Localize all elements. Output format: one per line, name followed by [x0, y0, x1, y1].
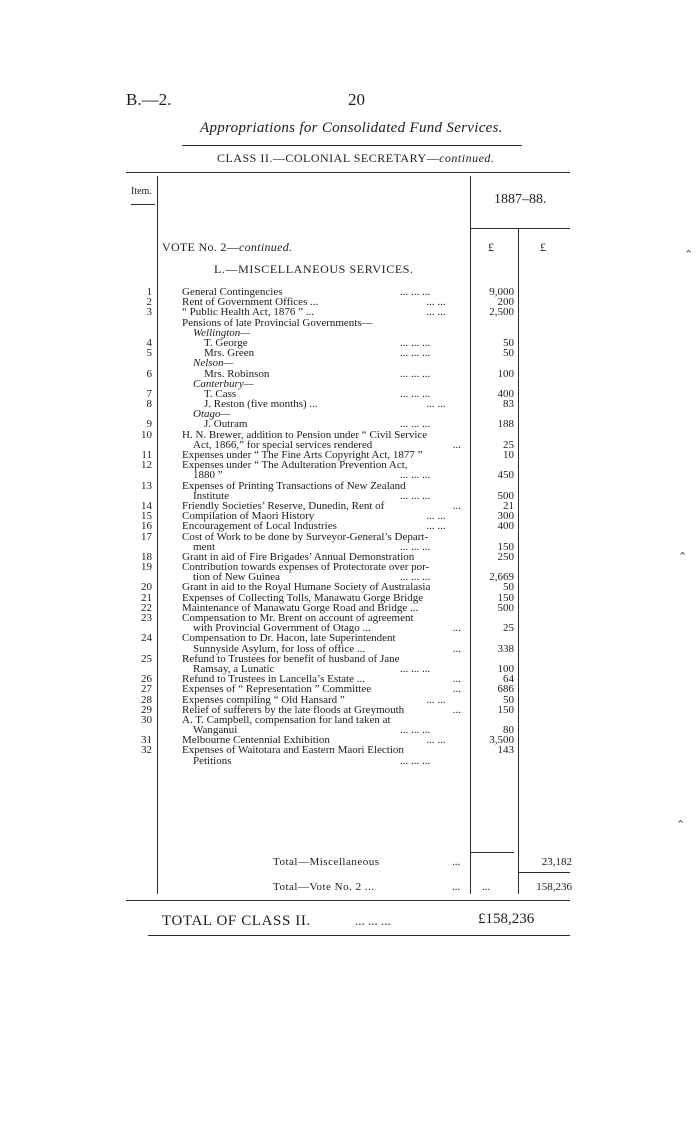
- leader-dots: ... ...: [426, 306, 446, 319]
- item-amount: 500: [497, 601, 514, 614]
- item-number: 25: [141, 652, 152, 665]
- leader-dots: ... ... ...: [400, 571, 431, 584]
- item-number: 31: [141, 734, 152, 747]
- grand-total-dots: ... ... ...: [355, 913, 391, 928]
- leader-dots: ...: [452, 703, 462, 716]
- table-row: [0, 409, 700, 419]
- leader-dots: ... ... ...: [400, 347, 431, 360]
- item-description: J. Reston (five months) ...: [204, 398, 318, 411]
- leader-dots: ... ... ...: [400, 754, 431, 767]
- leader-dots: ... ... ...: [400, 387, 431, 400]
- item-amount: 188: [497, 418, 514, 431]
- item-number: 24: [141, 632, 152, 645]
- item-number: 9: [146, 418, 152, 431]
- item-column-header: Item.: [131, 186, 152, 197]
- item-amount: 25: [503, 438, 514, 451]
- item-description: Expenses under “ The Fine Arts Copyright Act, 1877 ”: [182, 449, 423, 461]
- item-number: 30: [141, 713, 152, 726]
- item-description: Cost of Work to be done by Surveyor-General’s Depart-: [182, 530, 429, 543]
- document-reference: B.—2.: [126, 90, 172, 109]
- item-description: Friendly Societies’ Reserve, Dunedin, Rent of: [182, 499, 385, 512]
- item-description: Expenses of Waitotara and Eastern Maori Election: [182, 744, 404, 757]
- item-amount: 100: [497, 662, 514, 675]
- section-heading: L.—MISCELLANEOUS SERVICES.: [214, 262, 414, 276]
- subtotal-rule: [470, 852, 514, 853]
- item-description: Grant in aid of Fire Brigades’ Annual Demonstration: [182, 550, 415, 563]
- item-number: 2: [146, 296, 152, 309]
- item-description: Mrs. Green: [204, 347, 255, 360]
- leader-dots: ... ... ...: [400, 286, 431, 298]
- table-row: [0, 379, 700, 389]
- item-amount: 400: [497, 520, 514, 533]
- table-row: [0, 297, 700, 307]
- item-description: Act, 1866,” for special services rendered: [193, 438, 373, 451]
- leader-dots: ... ... ...: [400, 540, 431, 553]
- total-vote-dots: ...: [452, 881, 461, 893]
- pound-symbol-col1: £: [488, 240, 494, 254]
- item-number: 11: [141, 449, 152, 461]
- table-row: [0, 521, 700, 531]
- pound-symbol-col2: £: [540, 240, 546, 254]
- leader-dots: ... ...: [426, 734, 446, 747]
- table-row: [0, 460, 700, 470]
- grand-total-rule: [148, 935, 570, 936]
- item-number: 8: [146, 398, 152, 411]
- margin-mark: ⌃: [684, 249, 694, 261]
- total-miscellaneous-label: Total—Miscellaneous: [273, 856, 380, 868]
- item-amount: 10: [503, 449, 514, 461]
- item-amount: 80: [503, 724, 514, 737]
- item-amount: 150: [497, 591, 514, 604]
- leader-dots: ...: [452, 438, 462, 451]
- item-amount: 143: [497, 744, 514, 757]
- leader-dots: ... ... ...: [400, 489, 431, 502]
- table-row: [0, 511, 700, 521]
- item-amount: 500: [497, 489, 514, 502]
- year-header-rule: [470, 228, 570, 229]
- item-amount: 50: [503, 347, 514, 360]
- item-description: Canterbury—: [193, 377, 254, 390]
- item-amount: 150: [497, 703, 514, 716]
- item-number: 29: [141, 703, 152, 716]
- table-row: [0, 389, 700, 399]
- item-amount: 200: [497, 296, 514, 309]
- item-amount: 9,000: [489, 286, 514, 298]
- item-number: 19: [141, 561, 152, 574]
- item-amount: 338: [497, 642, 514, 655]
- item-number: 12: [141, 459, 152, 472]
- item-number: 16: [141, 520, 152, 533]
- item-description: Compilation of Maori History: [182, 510, 315, 523]
- item-description: Melbourne Centennial Exhibition: [182, 734, 330, 747]
- item-description: “ Public Health Act, 1876 ” ...: [182, 306, 314, 319]
- page-title: Appropriations for Consolidated Fund Services.: [200, 120, 503, 136]
- total-vote-dash: ...: [482, 881, 491, 893]
- vote-heading-text: VOTE No. 2—: [162, 240, 239, 254]
- item-amount: 300: [497, 510, 514, 523]
- item-description: H. N. Brewer, addition to Pension under “ Civil Service: [182, 428, 428, 441]
- table-row: [0, 562, 700, 572]
- table-row: [0, 654, 700, 664]
- item-description: Expenses compiling “ Old Hansard ”: [182, 693, 345, 706]
- item-description: Maintenance of Manawatu Gorge Road and Bridge ...: [182, 601, 419, 614]
- item-description: Mrs. Robinson: [204, 367, 270, 380]
- item-description: T. George: [204, 336, 248, 349]
- item-amount: 250: [497, 550, 514, 563]
- class-heading-text: CLASS II.—COLONIAL SECRETARY—: [217, 151, 440, 165]
- leader-dots: ... ...: [426, 693, 446, 706]
- table-row: [0, 328, 700, 338]
- leader-dots: ... ... ...: [400, 724, 431, 737]
- table-row: [0, 348, 700, 358]
- table-row: [0, 684, 700, 694]
- item-amount: 64: [503, 673, 514, 686]
- table-bottom-rule: [126, 900, 570, 901]
- item-description: Compensation to Dr. Hacon, late Superintendent: [182, 632, 396, 645]
- item-description: Otago—: [193, 408, 231, 421]
- item-description: Expenses of Printing Transactions of New Zealand: [182, 479, 406, 492]
- item-amount: 2,500: [489, 306, 514, 319]
- item-description: Wellington—: [193, 326, 251, 339]
- item-number: 20: [141, 581, 152, 594]
- leader-dots: ... ...: [426, 510, 446, 523]
- vote-heading-suffix: continued.: [238, 240, 293, 254]
- leader-dots: ...: [452, 622, 462, 635]
- item-amount: 50: [503, 581, 514, 594]
- item-amount: 83: [503, 398, 514, 411]
- item-description: Institute: [193, 489, 230, 502]
- item-number: 1: [146, 286, 152, 298]
- item-amount: 21: [503, 499, 514, 512]
- item-amount: 450: [497, 469, 514, 482]
- leader-dots: ... ... ...: [400, 367, 431, 380]
- leader-dots: ... ... ...: [400, 469, 431, 482]
- item-amount: 2,669: [489, 571, 514, 584]
- item-number: 6: [146, 367, 152, 380]
- item-number: 22: [141, 601, 152, 614]
- total-miscellaneous-value: 23,182: [541, 856, 572, 868]
- item-description: Rent of Government Offices ...: [182, 296, 319, 309]
- item-description: Ramsay, a Lunatic: [193, 662, 275, 675]
- item-description: Contribution towards expenses of Protectorate over por-: [182, 561, 430, 574]
- table-row: [0, 725, 700, 735]
- item-description: Compensation to Mr. Brent on account of agreement: [182, 612, 414, 624]
- item-description: ment: [193, 540, 215, 553]
- item-description: Nelson—: [193, 357, 234, 370]
- item-number: 17: [141, 530, 152, 543]
- leader-dots: ... ...: [426, 520, 446, 533]
- item-amount: 400: [497, 387, 514, 400]
- item-amount: 25: [503, 622, 514, 635]
- item-description: Refund to Trustees in Lancella’s Estate ...: [182, 673, 365, 686]
- table-row: [0, 399, 700, 409]
- item-description: Petitions: [193, 754, 232, 767]
- item-number: 3: [146, 306, 152, 319]
- item-number: 23: [141, 612, 152, 624]
- item-number: 28: [141, 693, 152, 706]
- items-list: [0, 287, 700, 766]
- title-rule: [182, 145, 522, 146]
- item-header-underline: [131, 204, 155, 205]
- item-number: 10: [141, 428, 152, 441]
- item-number: 4: [146, 336, 152, 349]
- table-row: [0, 358, 700, 368]
- table-row: [0, 715, 700, 725]
- table-row: [0, 287, 700, 297]
- page-number: 20: [348, 90, 365, 109]
- table-row: [0, 756, 700, 766]
- item-amount: 100: [497, 367, 514, 380]
- leader-dots: ...: [452, 683, 462, 696]
- class-heading-suffix: continued.: [439, 151, 495, 165]
- item-description: with Provincial Government of Otago ...: [193, 622, 371, 635]
- item-description: tion of New Guinea: [193, 571, 281, 584]
- item-description: Encouragement of Local Industries: [182, 520, 337, 533]
- table-row: [0, 501, 700, 511]
- leader-dots: ...: [452, 642, 462, 655]
- item-description: 1880 ”: [193, 469, 223, 482]
- leader-dots: ... ... ...: [400, 662, 431, 675]
- item-number: 15: [141, 510, 152, 523]
- leader-dots: ... ...: [426, 398, 446, 411]
- item-description: Wanganui: [193, 724, 238, 737]
- item-number: 13: [141, 479, 152, 492]
- item-amount: 150: [497, 540, 514, 553]
- table-row: [0, 481, 700, 491]
- grand-total-label: TOTAL OF CLASS II.: [162, 913, 311, 929]
- margin-mark: ⌃: [678, 551, 688, 563]
- leader-dots: ... ... ...: [400, 418, 431, 431]
- item-description: J. Outram: [204, 418, 248, 431]
- item-description: Expenses under “ The Adulteration Prevention Act,: [182, 459, 408, 472]
- margin-mark: ⌃: [676, 819, 686, 831]
- item-amount: 686: [497, 683, 514, 696]
- item-description: Sunnyside Asylum, for loss of office ...: [193, 642, 366, 655]
- total-rule: [518, 872, 570, 873]
- item-number: 27: [141, 683, 152, 696]
- table-row: [0, 369, 700, 379]
- leader-dots: ...: [452, 673, 462, 686]
- class-heading: [217, 151, 494, 166]
- item-description: Expenses of Collecting Tolls, Manawatu Gorge Bridge: [182, 591, 424, 604]
- item-description: Expenses of “ Representation ” Committee: [182, 683, 372, 696]
- table-top-rule: [126, 172, 570, 173]
- item-description: T. Cass: [204, 387, 237, 400]
- leader-dots: ... ... ...: [400, 336, 431, 349]
- year-column-header: 1887–88.: [494, 192, 547, 207]
- grand-total-value: £158,236: [478, 911, 535, 927]
- table-row: [0, 532, 700, 542]
- item-number: 7: [146, 387, 152, 400]
- leader-dots: ...: [452, 499, 462, 512]
- item-number: 5: [146, 347, 152, 360]
- item-description: Grant in aid to the Royal Humane Society of Australasia: [182, 581, 431, 594]
- item-description: Relief of sufferers by the late floods at Greymouth: [182, 703, 405, 716]
- item-amount: 50: [503, 336, 514, 349]
- item-number: 18: [141, 550, 152, 563]
- vote-heading: [162, 240, 292, 255]
- item-number: 32: [141, 744, 152, 757]
- item-amount: 3,500: [489, 734, 514, 747]
- item-number: 14: [141, 499, 152, 512]
- item-amount: 50: [503, 693, 514, 706]
- item-description: A. T. Campbell, compensation for land taken at: [182, 713, 391, 726]
- table-row: [0, 745, 700, 755]
- total-vote-value: 158,236: [536, 881, 572, 893]
- item-number: 26: [141, 673, 152, 686]
- item-description: Refund to Trustees for benefit of husband of Jane: [182, 652, 400, 665]
- leader-dots: ... ...: [426, 296, 446, 309]
- total-vote-label: Total—Vote No. 2 ...: [273, 881, 375, 893]
- table-row: [0, 338, 700, 348]
- item-description: Pensions of late Provincial Governments—: [182, 316, 373, 329]
- total-miscellaneous-dots: ...: [452, 856, 461, 868]
- table-row: [0, 318, 700, 328]
- item-number: 21: [141, 591, 152, 604]
- item-description: General Contingencies: [182, 286, 283, 298]
